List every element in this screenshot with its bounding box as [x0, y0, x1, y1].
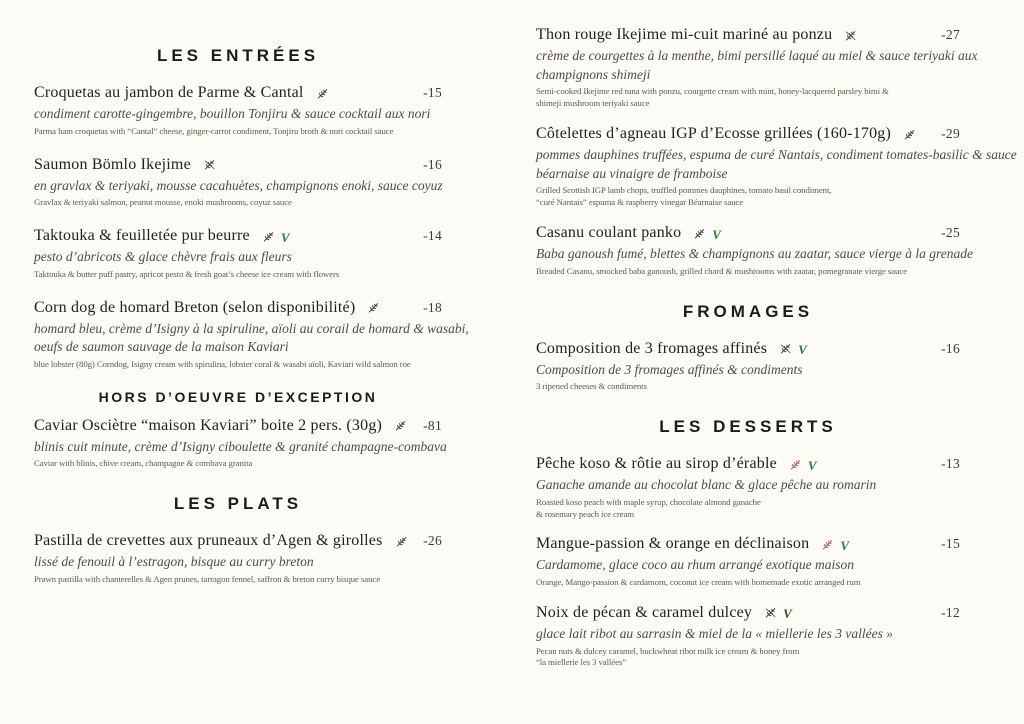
dish-header-row	[34, 532, 442, 550]
wheat-icon	[316, 87, 329, 100]
wheat-icon	[693, 227, 706, 240]
menu-column-left	[34, 0, 469, 604]
dish-price: -81	[423, 417, 442, 433]
dish-price: -12	[941, 604, 960, 620]
dish-price: -16	[941, 340, 960, 356]
section-heading: FROMAGES	[682, 301, 814, 321]
menu-item	[34, 227, 442, 281]
dish-title: Thon rouge Ikejime mi-cuit mariné au ponzu	[536, 26, 833, 43]
dish-price: -29	[941, 126, 960, 141]
dish-title: Casanu coulant panko	[536, 224, 682, 241]
dish-price: -18	[423, 299, 442, 315]
dish-description-english: Parma ham croquetas with “Cantal” cheese, ginger-carrot condiment, Tonjiru broth & nori cocktail sauce	[34, 125, 394, 136]
dish-title: Croquetas au jambon de Parme & Cantal	[34, 84, 304, 101]
dish-header-row	[536, 125, 960, 143]
wheat-icon	[262, 230, 275, 243]
dish-title: Corn dog de homard Breton (selon disponibilité)	[34, 298, 356, 316]
vegetarian-v-icon: V	[712, 226, 721, 242]
section-heading: HORS D’OEUVRE D’EXCEPTION	[98, 388, 378, 405]
menu-column-right	[536, 0, 1017, 684]
wheat-icon	[903, 128, 916, 141]
dish-description-english: Semi-cooked Ikejime red tuna with ponzu, courgette cream with mint, honey-lacquered parsley bimi &	[536, 86, 889, 97]
menu-item	[34, 298, 469, 371]
wheat-icon	[395, 535, 408, 548]
dish-description-english: Orange, Mango-passion & cardamom, coconut ice cream with homemade exotic arranged rum	[536, 577, 861, 587]
dish-title: Taktouka & feuilletée pur beurre	[34, 227, 250, 244]
dish-header-row	[34, 299, 442, 317]
dish-price: -15	[423, 85, 442, 100]
dish-description-english: Gravlax & teriyaki salmon, peanut mousse, enoki mushrooms, coyuz sauce	[34, 197, 292, 208]
dish-header-row	[536, 224, 960, 242]
vegetarian-v-icon: V	[840, 537, 849, 553]
dish-header-row	[536, 26, 960, 44]
dish-description-english: Grilled Scottish IGP lamb chops, truffled pommes dauphines, tomato basil condiment,	[536, 185, 832, 196]
dish-price: -16	[423, 156, 442, 172]
dish-header-row	[536, 340, 960, 358]
dish-price: -27	[941, 27, 960, 42]
section-heading: LES ENTRÉES	[156, 46, 320, 65]
wheat-icon	[367, 301, 380, 314]
dish-price: -15	[941, 536, 960, 552]
wheat-crossed-icon	[844, 29, 857, 42]
dish-description-english: Roasted koso peach with maple syrup, chocolate almond ganache	[536, 496, 761, 507]
dish-price: -14	[423, 228, 442, 243]
dish-description-french: béarnaise au vinaigre de framboise	[536, 165, 728, 181]
vegetarian-v-icon: V	[280, 229, 290, 245]
dish-description-french: lissé de fenouil à l’estragon, bisque au curry breton	[34, 554, 314, 570]
dish-header-row	[536, 455, 960, 473]
dish-description-french: crème de courgettes à la menthe, bimi persillé laqué au miel & sauce teriyaki aux	[536, 48, 978, 63]
wheat-crossed-icon	[203, 158, 216, 171]
dish-description-french: pommes dauphines truffées, espuma de curé Nantais, condiment tomates-basilic & sauce	[536, 147, 1017, 162]
dish-price: -26	[423, 533, 442, 549]
wheat-crossed-icon	[764, 606, 777, 619]
dish-description-french: Baba ganoush fumé, blettes & champignons au zaatar, sauce vierge à la grenade	[536, 246, 973, 261]
menu-item	[536, 340, 960, 394]
dish-description-french: oeufs de saumon sauvage de la maison Kaviari	[34, 339, 289, 355]
dish-title: Saumon Bömlo Ikejime	[34, 155, 191, 173]
vegetarian-v-icon: V	[783, 606, 792, 622]
dish-description-english: shimeji mushroom teriyaki sauce	[536, 98, 650, 109]
dish-description-french: blinis cuit minute, crème d’Isigny ciboulette & granité champagne-combava	[34, 438, 447, 454]
wheat-icon	[821, 538, 834, 551]
dish-description-french: pesto d’abricots & glace chèvre frais aux fleurs	[34, 249, 292, 264]
dish-title: Composition de 3 fromages affinés	[536, 339, 768, 357]
menu-item	[34, 532, 442, 586]
dish-description-french: homard bleu, crème d’Isigny à la spiruline, aïoli au corail de homard & wasabi,	[34, 320, 469, 336]
menu-item	[536, 125, 1017, 209]
section-heading: LES DESSERTS	[659, 417, 837, 436]
dish-title: Noix de pécan & caramel dulcey	[536, 603, 753, 621]
dish-description-french: Ganache amande au chocolat blanc & glace pêche au romarin	[536, 477, 877, 492]
dish-description-english: Prawn pastilla with chanterelles & Agen prunes, tarragon fennel, saffron & breton curry bisque sauce	[34, 573, 380, 584]
menu-item	[536, 224, 973, 278]
dish-price: -25	[941, 225, 960, 240]
menu-item	[536, 604, 960, 669]
menu-item	[536, 455, 960, 520]
dish-header-row	[536, 535, 960, 553]
menu-item	[536, 26, 978, 110]
vegetarian-v-icon: V	[807, 457, 817, 473]
dish-description-english: blue lobster (80g) Corndog, Isigny cream with spirulina, lobster coral & wasabi aïoli, Kaviari wild salmon roe	[34, 358, 411, 369]
vegetarian-v-icon: V	[798, 342, 807, 357]
dish-description-french: glace lait ribot au sarrasin & miel de la « miellerie les 3 vallées »	[536, 625, 893, 641]
menu-item	[34, 416, 447, 471]
dish-header-row	[34, 417, 442, 435]
dish-description-french: champignons shimeji	[536, 66, 651, 82]
dish-description-english: Breaded Casanu, smocked baba ganoush, grilled chard & mushrooms with zaatar, pomegranate vierge sauce	[536, 265, 907, 276]
dish-description-english: 3 ripened cheeses & condiments	[536, 381, 647, 392]
dish-title: Pêche koso & rôtie au sirop d’érable	[536, 455, 777, 472]
dish-description-english: & rosemary peach ice cream	[536, 508, 635, 519]
dish-price: -13	[941, 456, 960, 471]
dish-header-row	[536, 604, 960, 622]
dish-description-english: “curé Nantais” espuma & raspberry vinegar Béarnaise sauce	[536, 197, 744, 208]
menu-item	[34, 84, 442, 138]
dish-description-english: Pecan nuts & dulcey caramel, buckwheat ribot milk ice cream & honey from	[536, 645, 800, 656]
dish-description-english: Caviar with blinis, chive cream, champagne & combava granita	[34, 458, 253, 469]
dish-header-row	[34, 227, 442, 245]
dish-description-french: en gravlax & teriyaki, mousse cacahuètes, champignons enoki, sauce coyuz	[34, 177, 443, 193]
dish-description-english: Taktouka & butter puff pastry, apricot pesto & fresh goat’s cheese ice cream with flowers	[34, 268, 340, 279]
dish-header-row	[34, 84, 442, 102]
wheat-icon	[394, 419, 407, 432]
section-heading: LES PLATS	[173, 494, 303, 514]
dish-title: Côtelettes d’agneau IGP d’Ecosse grillées (160-170g)	[536, 125, 892, 142]
dish-description-english: “la miellerie les 3 vallées”	[536, 657, 627, 668]
wheat-icon	[789, 458, 802, 471]
dish-title: Mangue-passion & orange en déclinaison	[536, 535, 810, 553]
menu-item	[536, 535, 960, 589]
menu-item	[34, 156, 442, 210]
dish-title: Caviar Osciètre “maison Kaviari” boite 2 pers. (30g)	[34, 416, 383, 434]
dish-description-french: Composition de 3 fromages affinés & condiments	[536, 361, 803, 377]
dish-description-french: Cardamome, glace coco au rhum arrangé exotique maison	[536, 557, 854, 573]
dish-description-french: condiment carotte-gingembre, bouillon Tonjiru & sauce cocktail aux nori	[34, 106, 431, 121]
wheat-crossed-icon	[779, 342, 792, 355]
dish-title: Pastilla de crevettes aux pruneaux d’Agen & girolles	[34, 532, 383, 550]
dish-header-row	[34, 156, 442, 174]
